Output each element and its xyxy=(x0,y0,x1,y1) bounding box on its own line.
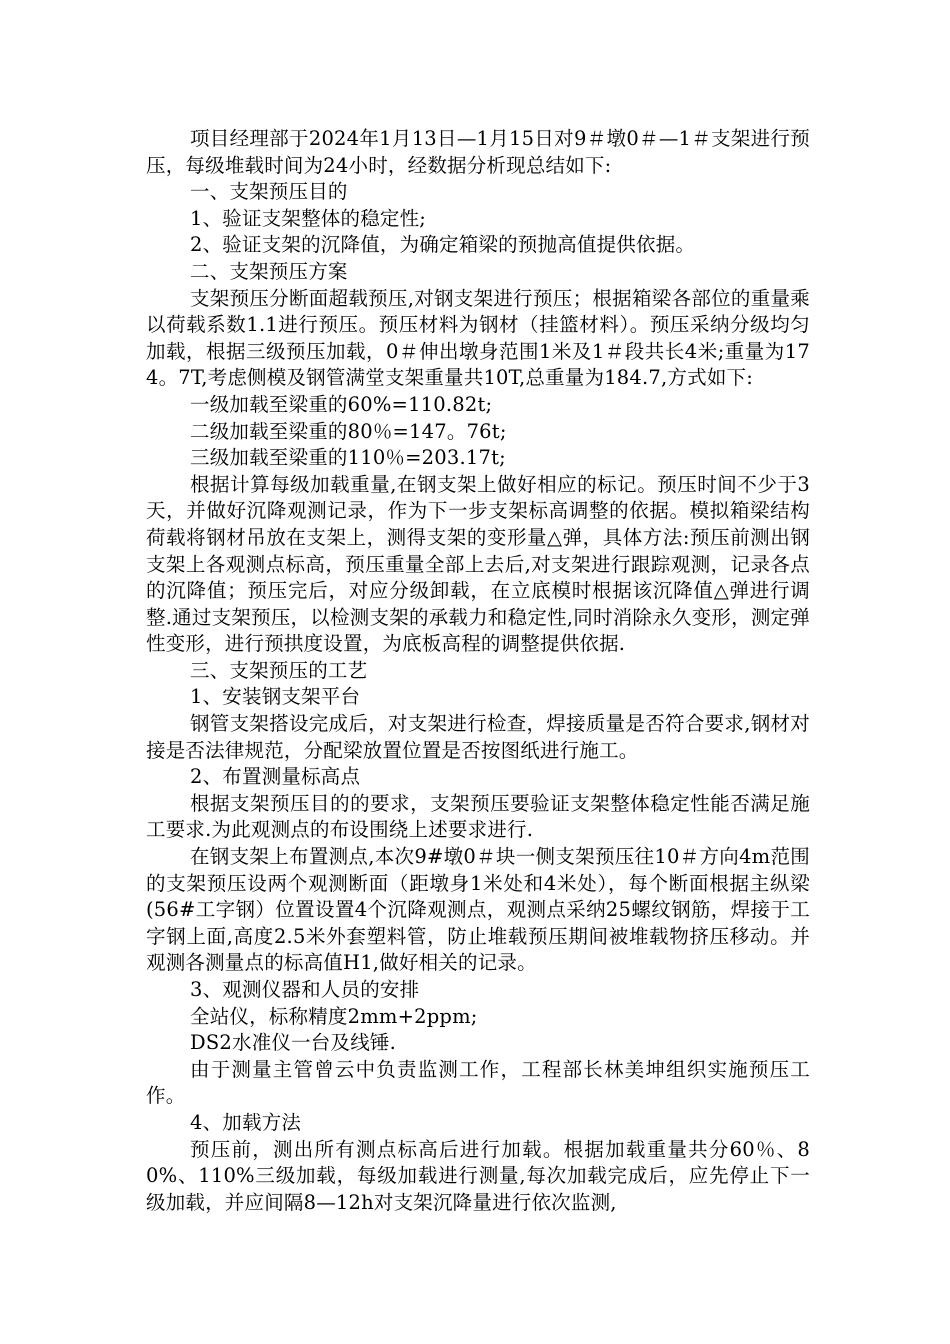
loading-method-paragraph: 预压前，测出所有测点标高后进行加载。根据加载重量共分60％、80%、110%三级加载，每级加载进行测量,每次加载完成后，应先停止下一级加载，并应间隔8—12h对支架沉降量进行依次监测, xyxy=(146,1137,810,1214)
intro-paragraph: 项目经理部于2024年1月13日—1月15日对9＃墩0＃—1＃支架进行预压，每级堆载时间为24小时，经数据分析现总结如下: xyxy=(146,127,810,177)
calculation-paragraph: 根据计算每级加载重量,在钢支架上做好相应的标记。预压时间不少于3天，并做好沉降观测记录，作为下一步支架标高调整的依据。模拟箱梁结构荷载将钢材吊放在支架上，测得支架的变形量△弹，具体方法:预压前测出钢支架上各观测点标高，预压重量全部上去后,对支架进行跟踪观测，记录各点的沉降值；预压完后，对应分级卸载，在立底模时根据该沉降值△弹进行调整.通过支架预压，以检测支架的承载力和稳定性,同时消除永久变形，测定弹性变形，进行预拱度设置，为底板高程的调整提供依据. xyxy=(146,472,810,656)
process-step-1-paragraph: 钢管支架搭设完成后，对支架进行检查，焊接质量是否符合要求,钢材对接是否法律规范，分配梁放置位置是否按图纸进行施工。 xyxy=(146,712,810,762)
process-step-4-heading: 4、加载方法 xyxy=(190,1110,302,1134)
instrument-level: DS2水准仪一台及线锤. xyxy=(190,1031,396,1055)
purpose-item-2: 2、验证支架的沉降值，为确定箱梁的预抛高值提供依据。 xyxy=(190,233,696,257)
load-level-1: 一级加载至梁重的60%=110.82t; xyxy=(190,392,493,416)
load-level-3: 三级加载至梁重的110％=203.17t; xyxy=(190,446,506,470)
process-step-3-heading: 3、观测仪器和人员的安排 xyxy=(190,978,420,1001)
measurement-points-paragraph: 在钢支架上布置测点,本次9#墩0＃块一侧支架预压往10＃方向4m范围的支架预压设两个观测断面（距墩身1米处和4米处），每个断面根据主纵梁(56#工字钢）位置设置4个沉降观测点，观测点采纳25螺纹钢筋，焊接于工字钢上面,高度2.5米外套塑料管，防止堆载预压期间被堆载物挤压移动。并观测各测量点的标高值H1,做好相关的记录。 xyxy=(146,845,810,975)
process-step-1-heading: 1、安装钢支架平台 xyxy=(190,685,361,709)
personnel-paragraph: 由于测量主管曾云中负责监测工作，工程部长林美坤组织实施预压工作。 xyxy=(146,1057,810,1108)
purpose-item-1: 1、验证支架整体的稳定性; xyxy=(190,206,427,230)
document-body xyxy=(146,126,810,1216)
process-step-2-paragraph: 根据支架预压目的的要求，支架预压要验证支架整体稳定性能否满足施工要求.为此观测点的布设围绕上述要求进行. xyxy=(146,791,810,842)
section-heading-purpose: 一、支架预压目的 xyxy=(190,180,348,204)
process-step-2-heading: 2、布置测量标高点 xyxy=(190,765,361,789)
instrument-total-station: 全站仪，标称精度2mm+2ppm; xyxy=(190,1004,478,1028)
section-heading-process: 三、支架预压的工艺 xyxy=(190,658,368,682)
load-level-2: 二级加载至梁重的80％=147。76t; xyxy=(190,419,507,443)
plan-paragraph: 支架预压分断面超载预压,对钢支架进行预压；根据箱梁各部位的重量乘以荷载系数1.1进行预压。预压材料为钢材（挂篮材料）。预压采纳分级均匀加载，根据三级预压加载，0＃伸出墩身范围1米及1＃段共长4米;重量为174。7T,考虑侧模及钢管满堂支架重量共10T,总重量为184.7,方式如下: xyxy=(146,286,810,390)
section-heading-plan: 二、支架预压方案 xyxy=(190,259,348,283)
